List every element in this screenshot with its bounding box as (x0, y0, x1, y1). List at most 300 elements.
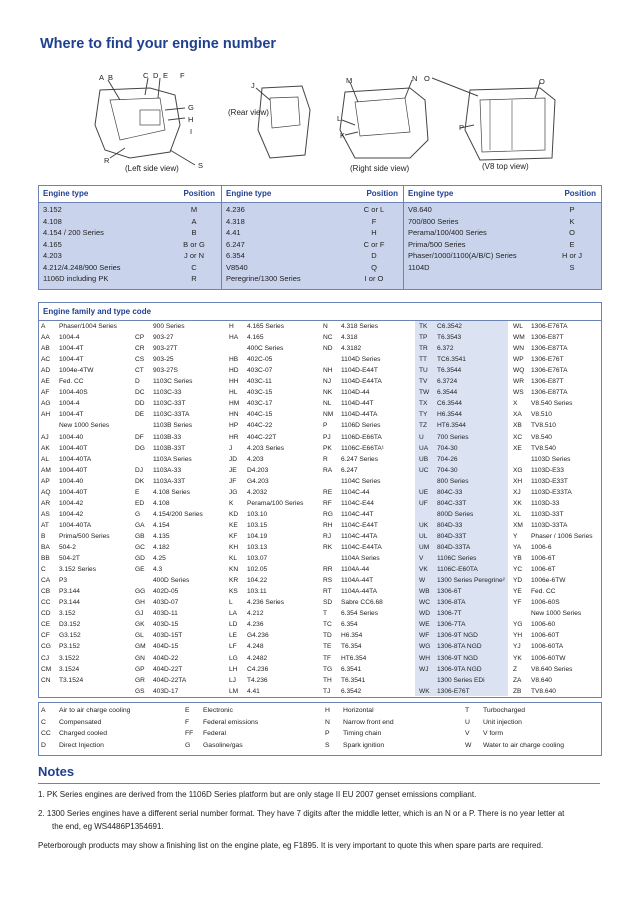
family-code: YC (513, 566, 523, 574)
note-peterborough: Peterborough products may show a finishing list on the engine plate, eg F1895. It is very important to quote this when spare parts are required. (38, 841, 544, 850)
page-title: Where to find your engine number (40, 36, 277, 52)
family-code: GE (135, 566, 145, 574)
family-code: CN (41, 676, 51, 684)
family-engine: 1006-60TW (531, 654, 566, 662)
family-code: XE (513, 444, 522, 452)
engine-type-name: 4.236 (226, 205, 245, 214)
family-code: TE (323, 643, 332, 651)
note-2: 2. 1300 Series engines have a different serial number format. They have 7 digits after the middle letter, which is an N or a P. There is no year letter at (38, 809, 565, 818)
marker-a: A (99, 73, 105, 82)
family-code: TT (419, 356, 428, 364)
family-code: U (419, 433, 424, 441)
family-engine: 1006-60T (531, 632, 560, 640)
family-engine: 403D-11 (153, 610, 178, 618)
family-code: H (229, 323, 234, 330)
family-engine: 1306-8TA NGD (437, 643, 482, 651)
family-code: CS (135, 356, 145, 364)
family-code: TW (419, 389, 430, 397)
family-code: W (419, 577, 426, 585)
family-code: TX (419, 400, 428, 408)
family-engine: 4.165 (247, 334, 264, 342)
engine-type-name: 4.212/4.248/900 Series (43, 262, 121, 272)
family-engine: 4.2482 (247, 654, 268, 662)
family-engine: 800 Series (437, 477, 469, 485)
family-engine: 103.13 (247, 544, 268, 551)
family-engine: 4.318 (341, 334, 358, 342)
family-code: KF (229, 532, 238, 540)
family-engine: T6.3543 (437, 334, 462, 342)
family-engine: 4.248 (247, 643, 264, 651)
family-engine: 6.354 Series (341, 610, 379, 618)
family-engine: 4.41 (247, 687, 260, 695)
family-code: UF (419, 499, 428, 507)
engine-type-table (38, 185, 602, 290)
family-code: ZB (513, 687, 522, 695)
family-engine: 1106D Series (341, 422, 381, 430)
family-code: TR (419, 345, 428, 353)
position-header: Position (183, 189, 215, 198)
family-engine: 1306-8TA (437, 599, 466, 607)
engine-type-name: 1106D including PK (43, 274, 109, 283)
family-code: WN (513, 345, 524, 353)
family-code: LD (229, 621, 238, 629)
family-code: UL (419, 532, 428, 540)
family-engine: 1306-9TA NGD (437, 665, 482, 673)
engine-type-row (404, 240, 602, 251)
family-engine: 4.2032 (247, 488, 268, 496)
engine-type-name: 6.247 (226, 239, 245, 249)
family-engine: 403D-17 (153, 687, 179, 695)
legend-meaning: Timing chain (343, 730, 382, 737)
legend-code: T (465, 707, 470, 714)
family-engine: 1306-E87TA (531, 389, 568, 397)
marker-j: J (251, 81, 255, 90)
family-code: TU (419, 367, 428, 375)
family-engine: 6.3541 (341, 665, 362, 673)
family-engine: 1104D-E44T (341, 367, 378, 375)
family-code: YD (513, 577, 523, 585)
family-code: WL (513, 323, 523, 330)
family-code: AD (41, 367, 51, 375)
family-code: XB (513, 422, 522, 430)
family-engine: 1306-E76T (437, 687, 470, 695)
family-engine: 1103D-33T (531, 510, 564, 518)
family-engine: 102.05 (247, 566, 268, 574)
family-engine: 6.354 (341, 621, 358, 629)
family-code: JF (229, 477, 237, 485)
family-engine: 404D-15 (153, 643, 179, 651)
family-code: YB (513, 555, 522, 563)
engine-type-header: Engine type (408, 189, 454, 198)
family-engine: 1103A Series (153, 455, 192, 463)
family-engine: 1103C Series (153, 378, 193, 386)
family-code: AA (41, 334, 50, 342)
family-engine: 1104D-44 (341, 389, 370, 397)
legend-meaning: Federal (203, 730, 227, 737)
marker-d: D (153, 71, 159, 80)
family-code: G (135, 510, 141, 518)
family-code: KL (229, 555, 238, 563)
family-engine: D4.203 (247, 466, 269, 474)
family-code: HL (229, 389, 238, 397)
family-engine: 1103D-33TA (531, 521, 568, 529)
family-engine: V8.540 (531, 433, 552, 441)
family-engine: 403C-11 (247, 378, 272, 386)
family-engine: 404C-15 (247, 411, 273, 419)
family-code: WG (419, 643, 431, 651)
family-code: WS (513, 389, 524, 397)
family-engine: 4.212 (247, 610, 264, 618)
family-code: BB (41, 555, 50, 563)
legend-code: H (325, 707, 330, 714)
family-code: NC (323, 334, 333, 342)
family-engine: 1004e-4TW (59, 367, 94, 375)
family-code: CA (41, 577, 51, 585)
engine-type-name: V8540 (226, 262, 248, 272)
family-code: XA (513, 411, 522, 419)
family-code: NL (323, 400, 332, 408)
engine-type-row (404, 228, 602, 239)
family-engine: 1106C Series (437, 555, 477, 563)
family-code: UE (419, 488, 429, 496)
family-code: LA (229, 610, 238, 618)
engine-type-name: 1104D (408, 262, 430, 272)
family-engine: Phaser/1004 Series (59, 323, 117, 330)
family-code: AQ (41, 488, 51, 496)
family-engine: 1103A-33T (153, 477, 186, 485)
family-code: CJ (41, 654, 50, 662)
family-code: GR (135, 676, 145, 684)
family-engine: 4.3 (153, 566, 163, 574)
family-code: K (229, 499, 234, 507)
family-engine: 1004-40T (59, 488, 88, 496)
engine-type-header: Engine type (226, 189, 272, 198)
family-code: AT (41, 521, 49, 529)
marker-c: C (143, 71, 149, 80)
family-code: TF (323, 654, 332, 662)
engine-type-name: Prima/500 Series (408, 239, 466, 249)
family-engine: 1004-4T (59, 411, 84, 419)
family-engine: 400C Series (247, 345, 284, 353)
engine-type-row (39, 274, 221, 285)
family-engine: T6.3544 (437, 367, 462, 375)
family-code: C (41, 566, 46, 574)
family-engine: Phaser / 1006 Series (531, 532, 593, 540)
family-engine: 903-25 (153, 356, 174, 364)
engine-type-row (222, 251, 404, 262)
family-engine: 1103B-33T (153, 444, 186, 452)
family-code: AM (41, 466, 51, 474)
family-code: TV (419, 378, 428, 386)
family-engine: 103.11 (247, 588, 267, 596)
family-engine: New 1000 Series (59, 422, 110, 430)
family-engine: 1004-40T (59, 466, 88, 474)
family-code: HA (229, 334, 239, 342)
family-code: GB (135, 532, 145, 540)
family-code: TP (419, 334, 428, 342)
family-engine: 1103A-33 (153, 466, 182, 474)
engine-type-row (222, 274, 404, 285)
family-code: DD (135, 400, 145, 408)
family-code: DC (135, 389, 145, 397)
family-code: Y (513, 532, 518, 540)
abbreviation-legend (38, 702, 602, 756)
family-code: WP (513, 356, 524, 364)
engine-position: R (191, 274, 197, 283)
family-code: HP (229, 422, 239, 430)
engine-type-row (404, 263, 602, 274)
marker-r: R (104, 156, 110, 165)
family-engine: V8.540 Series (531, 400, 573, 408)
family-engine: 903-27T (153, 345, 178, 353)
family-engine: D3.152 (59, 621, 81, 629)
family-code: VK (419, 566, 428, 574)
family-code: GA (135, 521, 145, 529)
legend-code: N (325, 718, 330, 726)
legend-meaning: Electronic (203, 707, 233, 714)
family-engine: 903-27S (153, 367, 178, 375)
family-code: GP (135, 665, 145, 673)
engine-position: H (371, 228, 377, 237)
family-code: NJ (323, 378, 332, 386)
marker-i: I (190, 127, 193, 136)
family-code: TY (419, 411, 428, 419)
engine-position: B (191, 228, 197, 237)
family-engine: V8.510 (531, 411, 552, 419)
engine-type-name: Perama/100/400 Series (408, 228, 487, 237)
family-engine: 1103B-33 (153, 433, 182, 441)
family-code: WQ (513, 367, 525, 375)
family-engine: C6.3542 (437, 323, 462, 330)
family-engine: 103.07 (247, 555, 268, 563)
legend-code: CC (41, 730, 51, 737)
engine-type-row (39, 217, 221, 228)
family-code: AE (41, 378, 50, 386)
legend-code: V (465, 730, 470, 737)
family-code: XJ (513, 488, 521, 496)
family-engine: T3.1524 (59, 676, 84, 684)
family-engine: 104.19 (247, 532, 268, 540)
legend-meaning: Unit injection (483, 718, 522, 726)
legend-code: P (325, 730, 330, 737)
engine-position: J or N (183, 251, 204, 260)
engine-type-row (222, 217, 404, 228)
engine-type-row (39, 251, 221, 262)
family-engine: 1300 Series EDi (437, 676, 485, 684)
engine-type-name: 4.318 (226, 216, 245, 226)
engine-location-diagram (0, 70, 638, 178)
family-code: RA (323, 466, 333, 474)
family-code: CP (135, 334, 145, 342)
legend-meaning: Compensated (59, 718, 102, 726)
family-engine: 1006-60S (531, 599, 560, 607)
family-code: HR (229, 433, 239, 441)
engine-type-name: 3.152 (43, 205, 62, 214)
family-engine: 1306-E76TA (531, 323, 568, 330)
family-engine: 704-30 (437, 444, 458, 452)
family-engine: 804D-33TA (437, 544, 471, 551)
notes-divider (38, 783, 600, 784)
family-code: AB (41, 345, 50, 353)
engine-type-row (222, 205, 404, 216)
family-code: TZ (419, 422, 428, 430)
engine-type-name: 4.165 (43, 239, 62, 249)
family-code: HD (229, 367, 239, 375)
family-code: A (41, 323, 46, 330)
family-engine: 3.1522 (59, 654, 80, 662)
family-engine: 404D-22 (153, 654, 179, 662)
marker-s: S (198, 161, 204, 170)
family-code: HB (229, 356, 239, 364)
family-engine: 1306-9T NGD (437, 632, 478, 640)
family-engine: 1006-6T (531, 555, 556, 563)
family-code: X (513, 400, 518, 408)
legend-meaning: Direct Injection (59, 741, 104, 749)
family-engine: 800D Series (437, 510, 474, 518)
family-engine: 103.15 (247, 521, 268, 529)
family-engine: Sabre CC6.68 (341, 599, 383, 607)
family-engine: 1104A-44 (341, 566, 370, 574)
legend-meaning: Turbocharged (483, 707, 526, 714)
legend-meaning: Water to air charge cooling (483, 741, 564, 749)
family-engine: 1306-E87TA (531, 345, 568, 353)
family-engine: 1104D-44T (341, 400, 374, 408)
highlight-column (415, 321, 508, 696)
family-code: DJ (135, 466, 144, 474)
family-engine: 1103D-E33T (531, 477, 568, 485)
family-code: L (229, 599, 233, 607)
family-code: KS (229, 588, 238, 596)
legend-code: W (465, 741, 472, 749)
family-code: XH (513, 477, 523, 485)
engine-position: Q (371, 262, 377, 272)
family-code: T (323, 610, 328, 618)
family-engine: 404D-22T (153, 665, 183, 673)
engine-type-row (222, 228, 404, 239)
engine-type-row (404, 217, 602, 228)
family-code: AH (41, 411, 51, 419)
family-engine: Fed. CC (59, 378, 84, 386)
family-engine: 1306-E76T (531, 356, 564, 364)
family-code: GH (135, 599, 145, 607)
family-engine: 1306-7T (437, 610, 462, 618)
engine-type-name: V8.640 (408, 205, 432, 214)
family-engine: 4.236 (247, 621, 264, 629)
family-engine: P3 (59, 577, 68, 585)
family-code: RE (323, 488, 333, 496)
family-engine: 504-2T (59, 555, 80, 563)
family-code: LH (229, 665, 238, 673)
family-code: WK (419, 687, 430, 695)
family-code: KH (229, 544, 239, 551)
family-code: WF (419, 632, 430, 640)
family-code: AJ (41, 433, 49, 441)
family-engine: TV8.540 (531, 444, 556, 452)
family-engine: 1004-40 (59, 477, 84, 485)
marker-m: M (346, 76, 353, 85)
family-engine: 1306-E87T (531, 334, 564, 342)
engine-position: M (190, 205, 198, 214)
family-code: TK (419, 323, 428, 330)
family-engine: C4.236 (247, 665, 269, 673)
legend-meaning: Narrow front end (343, 718, 394, 726)
family-engine: 1004-42 (59, 510, 84, 518)
family-code: YK (513, 654, 522, 662)
engine-type-header: Engine type (43, 189, 89, 198)
family-code: YH (513, 632, 523, 640)
family-code: HN (229, 411, 239, 419)
family-code: GK (135, 621, 145, 629)
family-code: P (323, 422, 328, 430)
legend-code: U (465, 718, 470, 726)
legend-code: G (185, 741, 191, 749)
family-code: CE (41, 621, 51, 629)
family-code: CF (41, 632, 50, 640)
family-code: CD (41, 610, 51, 618)
family-code: E (135, 488, 140, 496)
engine-type-name: 4.203 (43, 251, 62, 260)
family-code: WR (513, 378, 524, 386)
family-code: TG (323, 665, 333, 673)
family-engine: TC6.3541 (437, 356, 466, 364)
family-engine: 4.236 Series (247, 599, 285, 607)
family-engine: 1103D-E33TA (531, 488, 572, 496)
legend-code: C (41, 718, 46, 726)
family-engine: 804D-33 (437, 521, 463, 529)
engine-position: C or L (363, 205, 385, 214)
family-code: JG (229, 488, 238, 496)
engine-type-name: Phaser/1000/1100(A/B/C) Series (408, 251, 517, 260)
family-engine: 1104C-E44TA (341, 544, 382, 551)
family-engine: Prima/500 Series (59, 532, 110, 540)
family-code: GD (135, 555, 145, 563)
right-view-caption: (Right side view) (350, 164, 410, 173)
marker-f: F (180, 71, 185, 80)
family-engine: 1004-40T (59, 444, 88, 452)
family-code: TD (323, 632, 332, 640)
family-code: UA (419, 444, 429, 452)
engine-type-name: 6.354 (226, 251, 245, 260)
family-engine: 6.247 (341, 466, 358, 474)
family-engine: 1106D-E66TA (341, 433, 382, 441)
engine-family-title: Engine family and type code (43, 307, 152, 316)
family-code: NH (323, 367, 333, 375)
family-engine: H6.3544 (437, 411, 462, 419)
family-engine: 1104D Series (341, 356, 381, 364)
marker-e: E (163, 71, 169, 80)
family-engine: 1006-6T (531, 566, 556, 574)
legend-meaning: Gasoline/gas (203, 741, 243, 749)
engine-type-column-1 (39, 186, 221, 289)
family-code: YG (513, 621, 523, 629)
marker-o-right: O (424, 74, 430, 83)
family-engine: 403D-07 (153, 599, 179, 607)
family-code: ED (135, 499, 145, 507)
family-engine: 1104D-E44TA (341, 378, 382, 386)
family-engine: 1104C-44 (341, 488, 370, 496)
family-code: XM (513, 521, 523, 529)
legend-meaning: Air to air charge cooling (59, 707, 131, 714)
family-engine: 900 Series (153, 323, 185, 330)
engine-type-row (404, 205, 602, 216)
engine-type-row (39, 205, 221, 216)
family-engine: 4.154 (153, 521, 170, 529)
family-code: KN (229, 566, 239, 574)
family-code: B (41, 532, 46, 540)
family-code: WC (419, 599, 430, 607)
family-code: DF (135, 433, 144, 441)
family-engine: 804C-33 (437, 488, 463, 496)
